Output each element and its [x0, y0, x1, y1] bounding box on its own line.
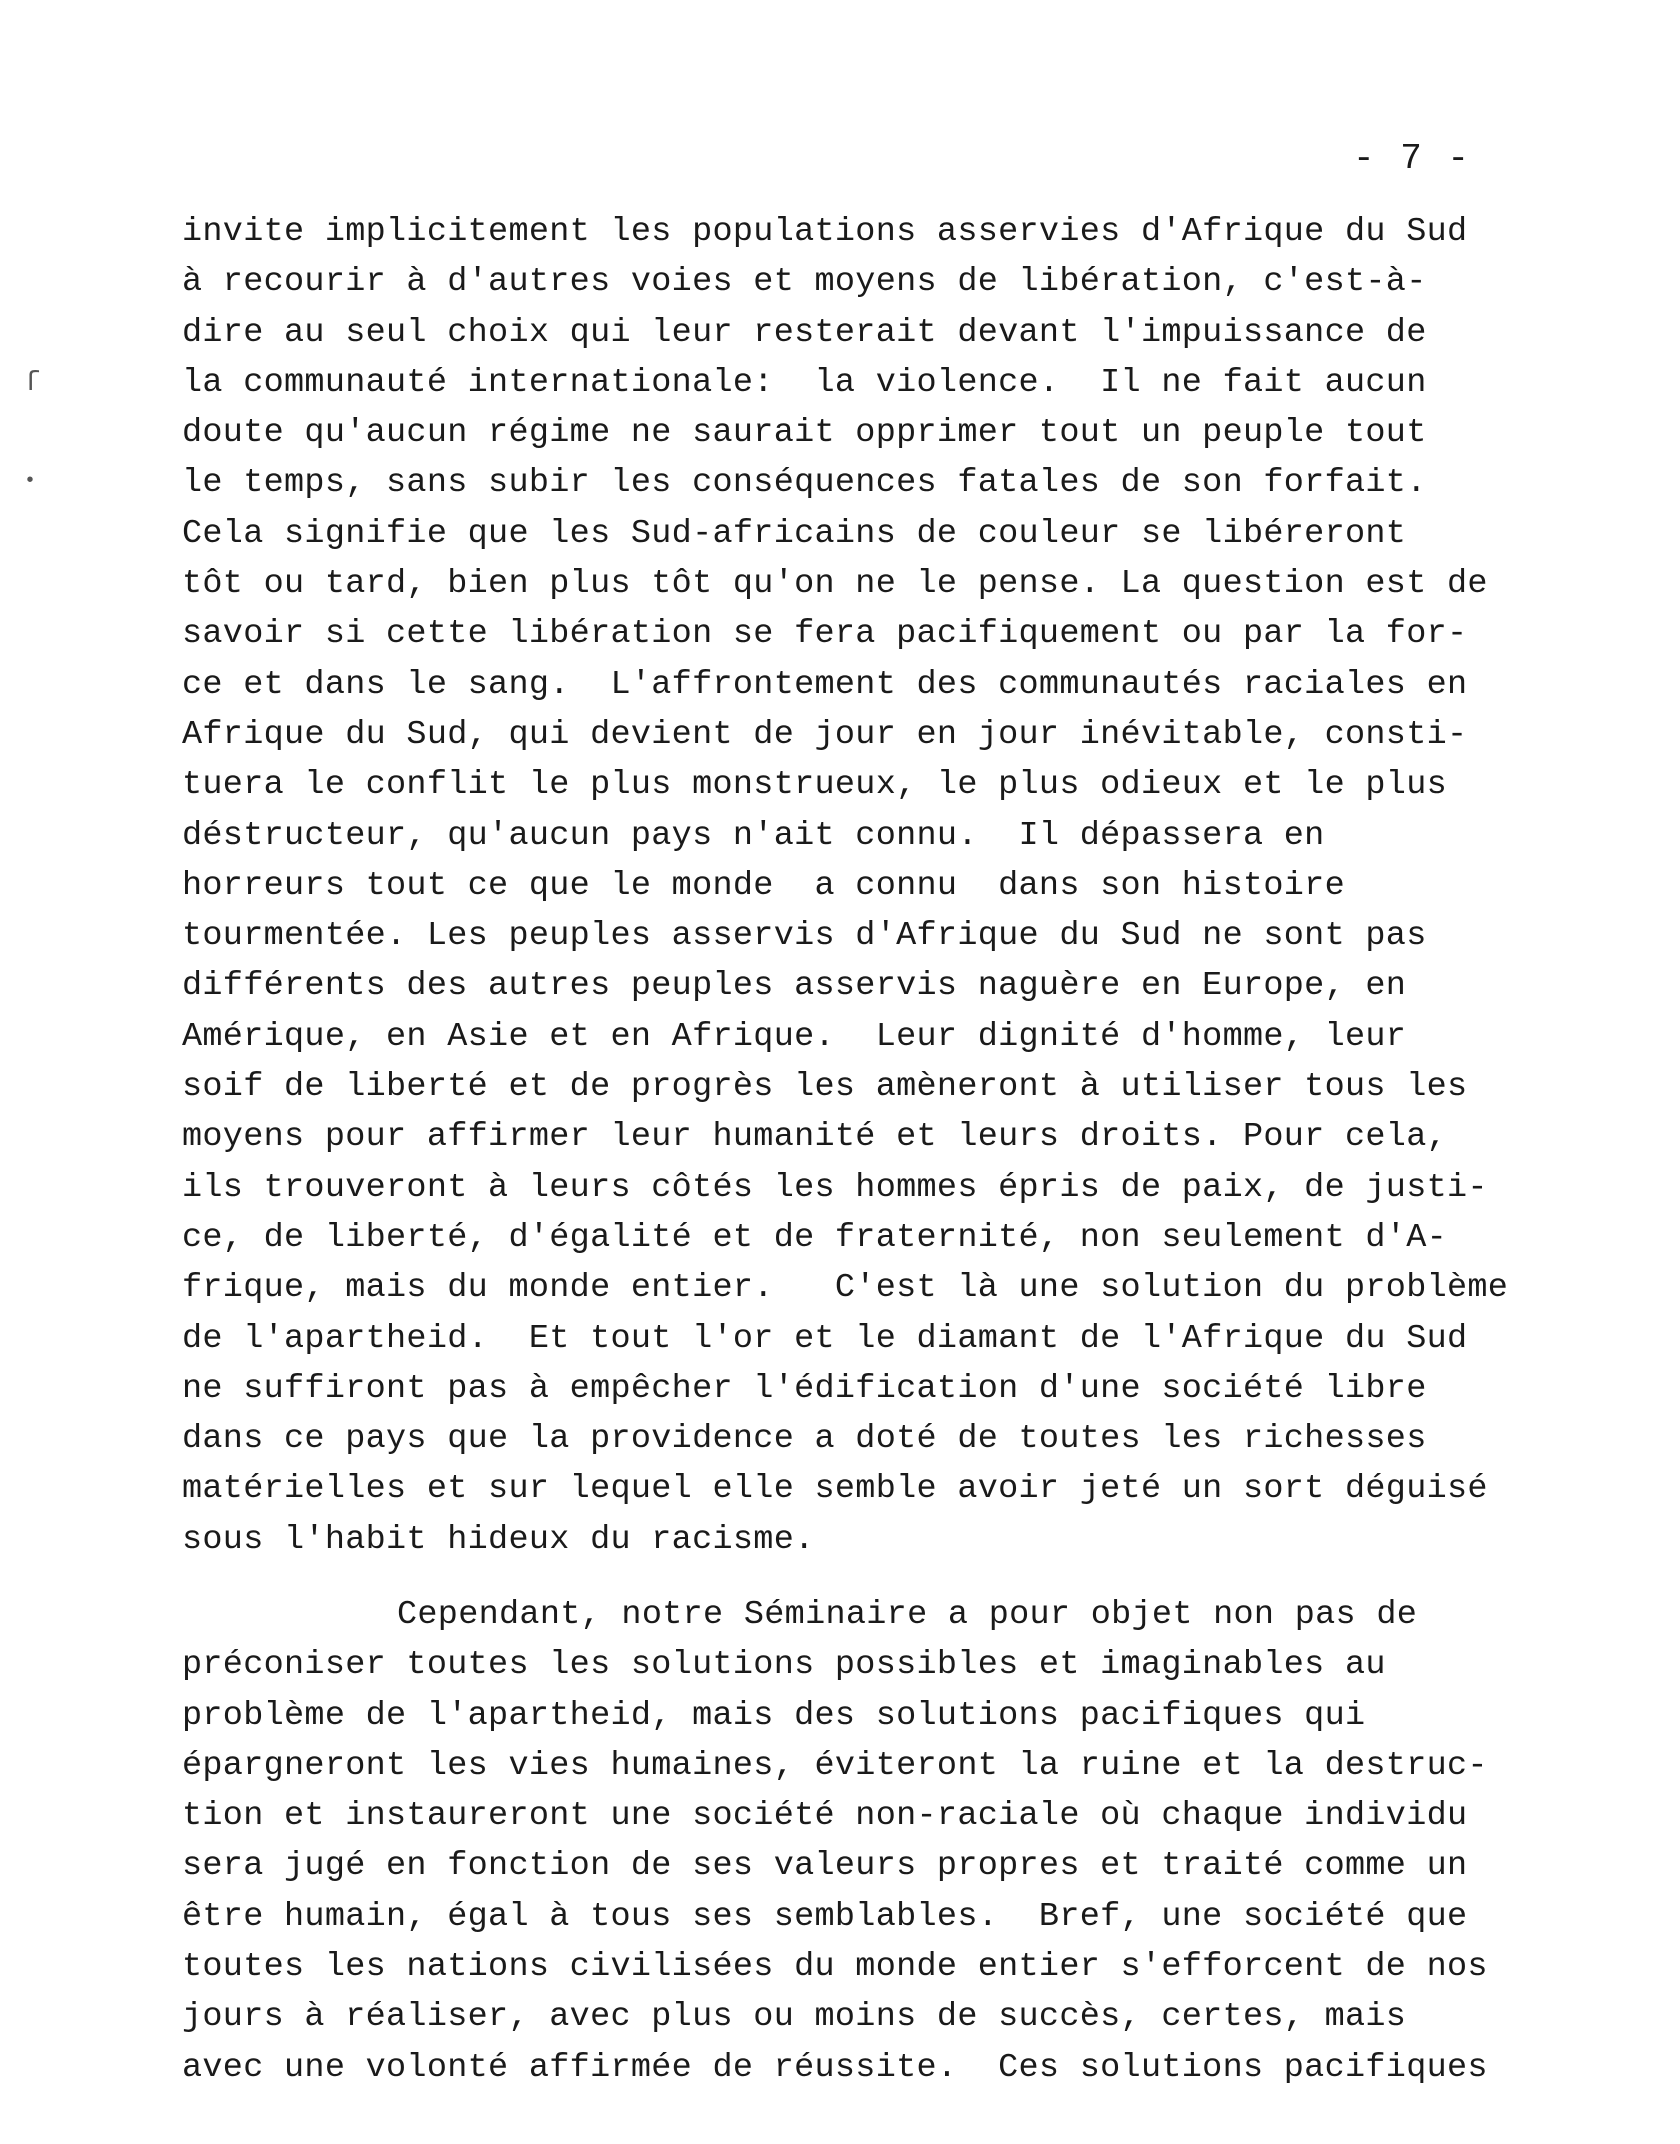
text-line: être humain, égal à tous ses semblables. Bref, une société que [182, 1897, 1468, 1936]
text-line: problème de l'apartheid, mais des solutions pacifiques qui [182, 1696, 1366, 1735]
text-line: de l'apartheid. Et tout l'or et le diamant de l'Afrique du Sud [182, 1319, 1468, 1358]
margin-mark: ſ [24, 368, 41, 399]
text-line: différents des autres peuples asservis naguère en Europe, en [182, 967, 1407, 1006]
text-line: tuera le conflit le plus monstrueux, le plus odieux et le plus [182, 766, 1448, 805]
text-line: à recourir à d'autres voies et moyens de libération, c'est-à- [182, 263, 1427, 302]
text-line: matérielles et sur lequel elle semble avoir jeté un sort déguisé [182, 1470, 1488, 1509]
text-line: déstructeur, qu'aucun pays n'ait connu. Il dépassera en [182, 816, 1325, 855]
text-line: soif de liberté et de progrès les amèneront à utiliser tous les [182, 1068, 1468, 1107]
text-line: ce, de liberté, d'égalité et de fraternité, non seulement d'A- [182, 1218, 1448, 1257]
text-line: Cependant, notre Séminaire a pour objet non pas de [397, 1596, 1418, 1634]
text-line: sera jugé en fonction de ses valeurs propres et traité comme un [182, 1847, 1468, 1886]
text-line: ce et dans le sang. L'affrontement des communautés raciales en [182, 665, 1468, 704]
text-line: dire au seul choix qui leur resterait devant l'impuissance de [182, 313, 1427, 352]
text-line: moyens pour affirmer leur humanité et leurs droits. Pour cela, [182, 1118, 1448, 1157]
text-line: épargneront les vies humaines, éviteront la ruine et la destruc- [182, 1746, 1488, 1785]
text-line: frique, mais du monde entier. C'est là une solution du problème [182, 1269, 1509, 1308]
text-line: jours à réaliser, avec plus ou moins de succès, certes, mais [182, 1998, 1407, 2037]
text-line: savoir si cette libération se fera pacifiquement ou par la for- [182, 615, 1468, 654]
text-line: ils trouveront à leurs côtés les hommes épris de paix, de justi- [182, 1168, 1488, 1207]
paragraph-2 [182, 1590, 1542, 2093]
text-line: ne suffiront pas à empêcher l'édification d'une société libre [182, 1369, 1427, 1408]
text-line: avec une volonté affirmée de réussite. Ces solutions pacifiques [182, 2048, 1488, 2087]
text-line: doute qu'aucun régime ne saurait opprimer tout un peuple tout [182, 414, 1427, 453]
text-line: la communauté internationale: la violence. Il ne fait aucun [182, 363, 1427, 402]
text-line: tourmentée. Les peuples asservis d'Afrique du Sud ne sont pas [182, 917, 1427, 956]
text-line: invite implicitement les populations asservies d'Afrique du Sud [182, 213, 1468, 251]
text-line: Amérique, en Asie et en Afrique. Leur dignité d'homme, leur [182, 1017, 1407, 1056]
text-line: sous l'habit hideux du racisme. [182, 1520, 815, 1559]
margin-dot: • [24, 470, 37, 493]
text-line: Cela signifie que les Sud-africains de couleur se libéreront [182, 514, 1407, 553]
text-line: dans ce pays que la providence a doté de toutes les richesses [182, 1420, 1427, 1459]
page-number: - 7 - [1353, 138, 1472, 179]
text-line: tôt ou tard, bien plus tôt qu'on ne le pense. La question est de [182, 565, 1488, 604]
text-line: horreurs tout ce que le monde a connu dans son histoire [182, 866, 1345, 905]
text-line: Afrique du Sud, qui devient de jour en jour inévitable, consti- [182, 715, 1468, 754]
text-line: le temps, sans subir les conséquences fatales de son forfait. [182, 464, 1427, 503]
text-line: préconiser toutes les solutions possibles et imaginables au [182, 1646, 1386, 1685]
text-line: tion et instaureront une société non-raciale où chaque individu [182, 1797, 1468, 1836]
paragraph-1 [182, 207, 1542, 1565]
text-line: toutes les nations civilisées du monde entier s'efforcent de nos [182, 1948, 1488, 1987]
